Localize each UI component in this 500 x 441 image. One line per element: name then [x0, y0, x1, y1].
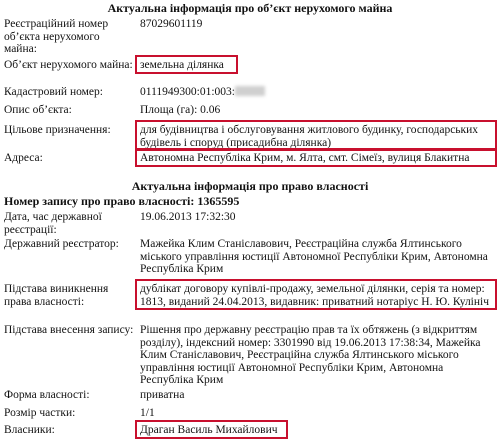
- highlight-address: [135, 148, 497, 167]
- reg-date-label: Дата, час державної реєстрації:: [4, 211, 102, 236]
- ownership-form-label: Форма власності:: [4, 389, 90, 401]
- entry-basis-value: Рішення про державну реєстрацію прав та їх обтяжень (з відкриттям розділу), індексний номер: 3301990 від 19.06.2013 17:38:34, Мажейка Клим Станіславович, Реєстраційна служба Ялтинського міського управління юстиції Автономної Республіки Крим, Автономна Республіка Крим: [140, 324, 481, 386]
- cadastral-label: Кадастровий номер:: [4, 86, 103, 98]
- cadastral-row: [140, 86, 496, 99]
- highlight-purpose: [135, 120, 497, 151]
- entry-basis-label: Підстава внесення запису:: [4, 324, 134, 336]
- section1-title: Актуальна інформація про об’єкт нерухомого майна: [107, 1, 393, 15]
- object-label: Об’єкт нерухомого майна:: [4, 59, 133, 71]
- registrar-label: Державний реєстратор:: [4, 238, 119, 250]
- owners-value: Драган Василь Михайлович: [140, 424, 278, 436]
- reg-date-value: 19.06.2013 17:32:30: [140, 211, 236, 223]
- purpose-label: Цільове призначення:: [4, 124, 111, 136]
- section2-title: Актуальна інформація про право власності: [131, 179, 369, 193]
- highlight-owner: [135, 420, 288, 439]
- share-value: 1/1: [140, 407, 155, 419]
- highlight-object: [135, 55, 238, 74]
- description-label: Опис об’єкта:: [4, 104, 72, 116]
- reg-number-label: Реєстраційний номер об’єкта нерухомого майна:: [4, 18, 109, 55]
- record-number: Номер запису про право власності: 1365595: [4, 194, 240, 208]
- description-value: Площа (га): 0.06: [140, 104, 221, 116]
- share-label: Розмір частки:: [4, 407, 76, 419]
- address-label: Адреса:: [4, 152, 43, 164]
- highlight-basis: [135, 279, 497, 310]
- purpose-value: для будівництва і обслуговування житлового будинку, господарських будівель і споруд (присадибна ділянка): [140, 124, 479, 149]
- registrar-value: Мажейка Клим Станіславович, Реєстраційна служба Ялтинського міського управління юстиції Автономної Республіки Крим, Автономна Республіка Крим: [140, 238, 488, 275]
- object-value: земельна ділянка: [140, 59, 224, 71]
- ownership-form-value: приватна: [140, 389, 185, 401]
- cadastral-value: 0111949300:01:003:: [140, 86, 235, 98]
- basis-label: Підстава виникнення права власності:: [4, 283, 109, 308]
- redacted-block: [235, 86, 265, 96]
- address-value: Автономна Республіка Крим, м. Ялта, смт. Сімеїз, вулиця Блакитна: [140, 152, 470, 164]
- reg-number-value: 87029601119: [140, 18, 203, 30]
- owners-label: Власники:: [4, 424, 55, 436]
- basis-value: дублікат договору купівлі-продажу, земельної ділянки, серія та номер: 1813, виданий 24.04.2013, видавник: приватний нотаріус Н. Ю. Кулініч: [140, 283, 490, 308]
